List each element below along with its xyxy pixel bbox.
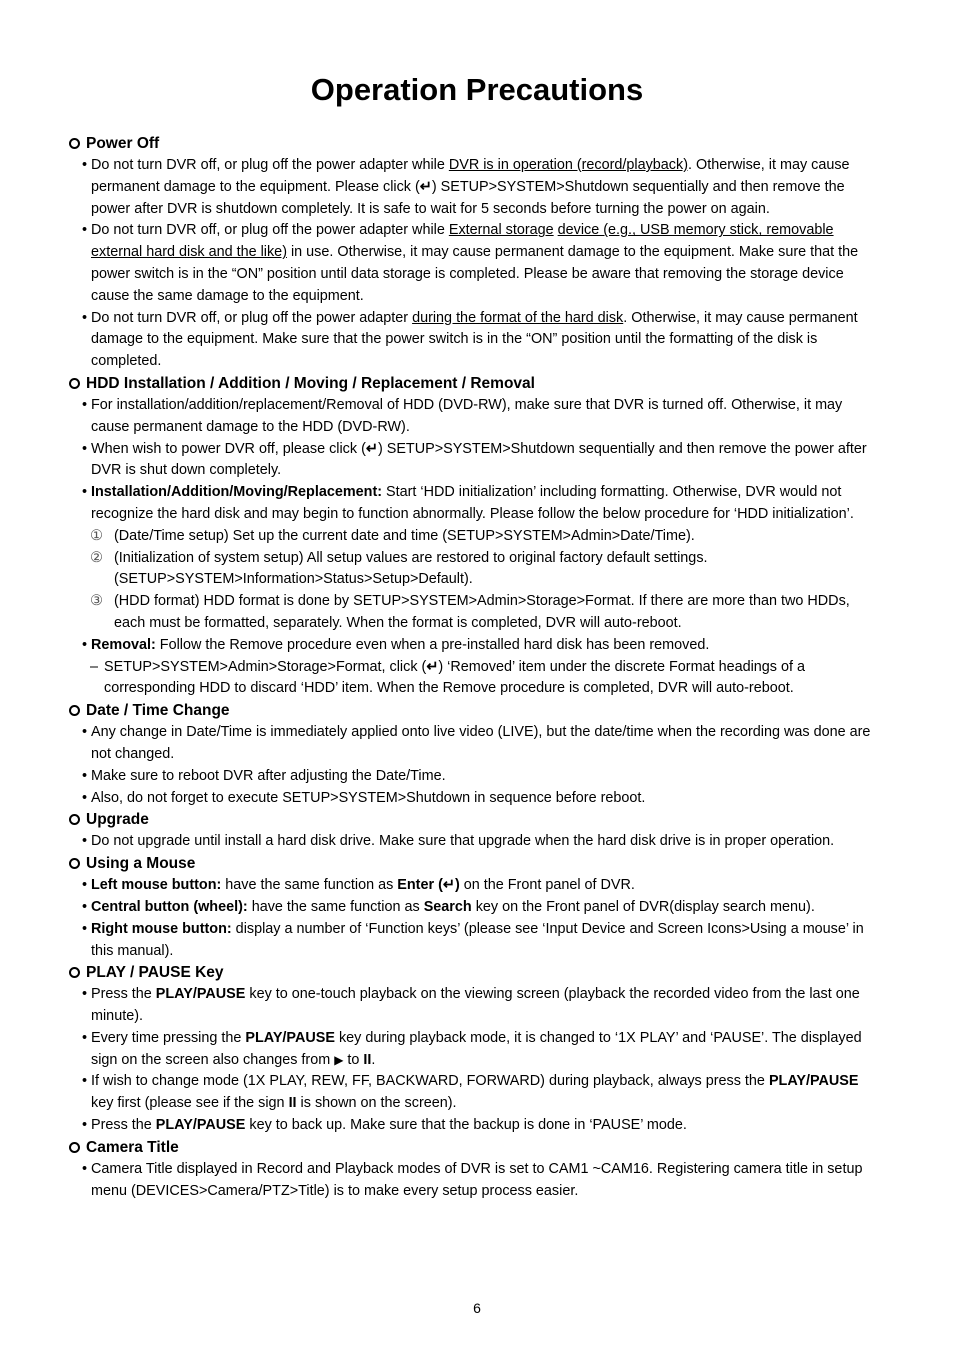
bullet-icon: • (82, 767, 88, 784)
pause-icon: II (288, 1095, 297, 1112)
list-item: • If wish to change mode (1X PLAY, REW, FF, BACKWARD, FORWARD) during playback, always press the PLAY/PAUSE key first (please see if the sign II is shown on the screen). (82, 1073, 859, 1112)
list-item: • When wish to power DVR off, please click (↵) SETUP>SYSTEM>Shutdown sequentially and then remove the power after DVR is shut down completely. (82, 440, 867, 479)
circle-bullet-icon (69, 814, 80, 825)
circle-bullet-icon (69, 705, 80, 716)
enter-key-icon: ↵ (426, 658, 439, 675)
list-item: • Any change in Date/Time is immediately applied onto live video (LIVE), but the date/time when the recording was done are not changed. (82, 724, 871, 762)
list-item: • Also, do not forget to execute SETUP>SYSTEM>Shutdown in sequence before reboot. (68, 788, 876, 810)
bullet-icon: • (82, 309, 88, 326)
list-item: • Do not turn DVR off, or plug off the power adapter during the format of the hard disk. Otherwise, it may cause permanent damage to the equipment. Make sure that the power switch is in the “ON” position until the formatting of the disk is completed. (82, 309, 858, 370)
list-item: • For installation/addition/replacement/Removal of HDD (DVD-RW), make sure that DVR is turned off. Otherwise, it may cause permanent damage to the HDD (DVD-RW). (82, 396, 843, 435)
bullet-icon: • (82, 1117, 88, 1134)
bullet-icon: • (82, 157, 88, 173)
bullet-icon: • (82, 1073, 88, 1090)
bullet-icon: • (82, 222, 88, 239)
bullet-icon: • (82, 1160, 88, 1177)
bullet-icon: • (82, 898, 88, 915)
list-item: • Do not turn DVR off, or plug off the power adapter while External storage device (e.g., USB memory stick, removable external hard disk and the like) in use. Otherwise, it may cause permanent damage to the equipment. Make sure that the power switch is in the “ON” position until data storage is completed. Please be aware that removing the storage device cause the same damage to the equipment. (82, 222, 859, 304)
bullet-icon: • (82, 986, 88, 1003)
circle-bullet-icon (69, 138, 80, 149)
step-number: ① (90, 527, 103, 544)
bullet-icon: • (82, 396, 88, 413)
section-heading-mouse: Using a Mouse (68, 853, 876, 875)
bullet-icon: • (82, 440, 88, 457)
step-number: ③ (90, 593, 103, 610)
list-item: • Right mouse button: display a number of ‘Function keys’ (please see ‘Input Device and Screen Icons>Using a mouse’ in this manual). (82, 920, 864, 959)
document-body (68, 133, 876, 1202)
list-item: • Make sure to reboot DVR after adjusting the Date/Time. (68, 766, 876, 788)
bullet-icon: • (82, 833, 88, 850)
section-heading-date-time: Date / Time Change (68, 700, 876, 722)
section-heading-camera-title: Camera Title (68, 1137, 876, 1159)
play-triangle-icon: ▶ (334, 1052, 344, 1067)
dash-icon: – (90, 658, 99, 675)
list-item: • Installation/Addition/Moving/Replacement: Start ‘HDD initialization’ including formatting. Otherwise, DVR would not recognize the hard disk and may begin to function abnormally. Please follow the below procedure for ‘HDD initialization’. (82, 484, 854, 522)
list-item: • Central button (wheel): have the same function as Search key on the Front panel of DVR(display search menu). (68, 897, 876, 919)
page-title: Operation Precautions (310, 72, 644, 107)
enter-key-icon: ↵ (419, 178, 432, 195)
section-heading-upgrade: Upgrade (68, 809, 876, 831)
enter-key-icon: ↵ (442, 877, 455, 894)
bullet-icon: • (82, 724, 88, 741)
list-item: • Camera Title displayed in Record and Playback modes of DVR is set to CAM1 ~CAM16. Registering camera title in setup menu (DEVICES>Camera/PTZ>Title) is to make every setup process easier. (82, 1160, 863, 1199)
circle-bullet-icon (69, 858, 80, 869)
pause-icon: II (363, 1051, 372, 1068)
enter-key-icon: ↵ (365, 440, 378, 457)
circle-bullet-icon (69, 1142, 80, 1153)
circle-bullet-icon (69, 378, 80, 389)
numbered-step: ② (Initialization of system setup) All setup values are restored to original factory default settings. (SETUP>SYSTEM>Information>Status>Setup>Default). (90, 549, 708, 588)
section-heading-power-off: Power Off (68, 133, 876, 155)
list-item: • Every time pressing the PLAY/PAUSE key during playback mode, it is changed to ‘1X PLAY’ and ‘PAUSE’. The displayed sign on the screen also changes from ▶ to II. (82, 1029, 862, 1068)
bullet-icon: • (82, 877, 88, 894)
page-number: 6 (473, 1300, 481, 1316)
bullet-icon: • (82, 789, 88, 806)
numbered-step: ① (Date/Time setup) Set up the current date and time (SETUP>SYSTEM>Admin>Date/Time). (68, 526, 876, 548)
bullet-icon: • (82, 484, 88, 501)
list-item: • Do not upgrade until install a hard disk drive. Make sure that upgrade when the hard disk drive is in proper operation. (68, 831, 876, 853)
list-item: • Press the PLAY/PAUSE key to back up. Make sure that the backup is done in ‘PAUSE’ mode. (68, 1115, 876, 1137)
list-item: • Do not turn DVR off, or plug off the power adapter while DVR is in operation (record/playback). Otherwise, it may cause permanent damage to the equipment. Please click (↵) SETUP>SYSTEM>Shutdown sequentially and then remove the power after DVR is shutdown completely. It is safe to wait for 5 seconds before turning the power on again. (82, 157, 850, 217)
list-item: • Removal: Follow the Remove procedure even when a pre-installed hard disk has been removed. (68, 635, 876, 657)
bullet-icon: • (82, 636, 88, 653)
dash-item: – SETUP>SYSTEM>Admin>Storage>Format, click (↵) ‘Removed’ item under the discrete Format headings of a corresponding HDD to discard ‘HDD’ item. When the Remove procedure is completed, DVR will auto-reboot. (90, 658, 805, 697)
bullet-icon: • (82, 920, 88, 937)
section-heading-hdd: HDD Installation / Addition / Moving / Replacement / Removal (68, 373, 876, 395)
list-item: • Left mouse button: have the same function as Enter (↵) on the Front panel of DVR. (68, 875, 876, 897)
section-heading-play-pause: PLAY / PAUSE Key (68, 962, 876, 984)
step-number: ② (90, 549, 103, 566)
list-item: • Press the PLAY/PAUSE key to one-touch playback on the viewing screen (playback the recorded video from the last one minute). (82, 986, 860, 1025)
circle-bullet-icon (69, 967, 80, 978)
numbered-step: ③ (HDD format) HDD format is done by SETUP>SYSTEM>Admin>Storage>Format. If there are more than two HDDs, each must be formatted, separately. When the format is completed, DVR will auto-reboot. (90, 593, 850, 631)
bullet-icon: • (82, 1029, 88, 1046)
